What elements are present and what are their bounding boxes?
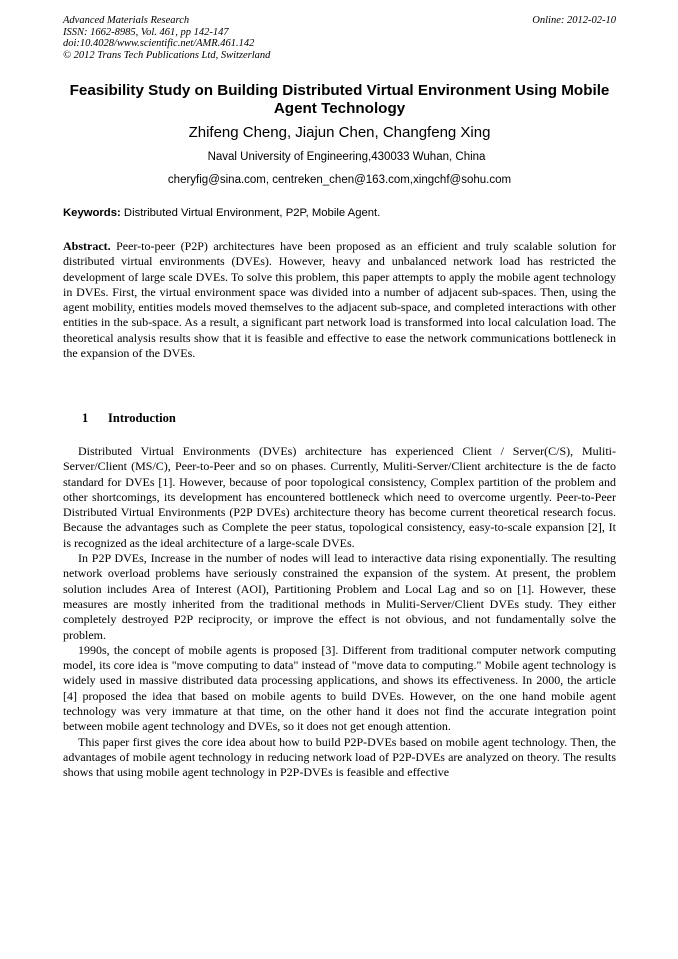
- author-emails: cheryfig@sina.com, centreken_chen@163.com,xingchf@sohu.com: [167, 174, 512, 186]
- paragraph: In P2P DVEs, Increase in the number of nodes will lead to interactive data rising exponentially. The resulting network overload problems have seriously constrained the expansion of the system. At present, the problem solution includes Area of Interest (AOI), Partitioning Problem and Local Lag and so on [1]. However, these measures are mostly inherited from the traditional methods in Muliti-Server/Client DVEs study. They either completely destroyed P2P reciprocity, or improve the effect is not obvious, and not fundamentally solve the problem.: [63, 551, 616, 642]
- paragraph: 1990s, the concept of mobile agents is proposed [3]. Different from traditional computer network computing model, its core idea is "move computing to data" instead of "move data to computing." Mobile agent technology is widely used in massive distributed data processing applications, and shows its effectiveness. In 2000, the article [4] proposed the idea that based on mobile agents to build DVEs. However, on the one hand mobile agent technology was very immature at that time, on the other hand it does not find the accurate integration point between mobile agent technology and DVEs, so it does not get enough attention.: [63, 642, 616, 734]
- author-affiliation: Naval University of Engineering,430033 Wuhan, China: [207, 151, 486, 163]
- journal-header: [63, 15, 616, 61]
- doi-line: doi:10.4028/www.scientific.net/AMR.461.142: [63, 38, 255, 49]
- section-number: 1: [82, 411, 89, 425]
- section-heading: [82, 411, 176, 426]
- journal-name: Advanced Materials Research: [63, 15, 190, 26]
- keywords-label: Keywords:: [63, 207, 121, 219]
- paper-authors: Zhifeng Cheng, Jiajun Chen, Changfeng Xing: [188, 124, 491, 141]
- paragraph: This paper first gives the core idea about how to build P2P-DVEs based on mobile agent technology. Then, the advantages of mobile agent technology in reducing network load of P2P-DVEs are analyzed on theory. The results shows that using mobile agent technology in P2P-DVEs is feasible and effective: [63, 734, 616, 780]
- keywords-text: Distributed Virtual Environment, P2P, Mobile Agent.: [123, 207, 381, 219]
- abstract: [63, 239, 616, 361]
- abstract-label: Abstract.: [63, 239, 111, 253]
- online-date: Online: 2012-02-10: [532, 15, 616, 26]
- keywords-line: [63, 206, 616, 220]
- abstract-text: Peer-to-peer (P2P) architectures have been proposed as an efficient and truly scalable solution for distributed virtual environments (DVEs). However, heavy and unbalanced network load has restricted the development of large scale DVEs. To solve this problem, this paper attempts to apply the mobile agent technology in DVEs. First, the virtual environment space was divided into a number of adjacent sub-spaces. Then, using the agent mobility, entities models moved themselves to the adjacent sub-space, and completed interactions with other entities in the sub-space. As a result, a significant part network load is transformed into local calculation load. The theoretical analysis results show that it is feasible and effective to ease the network communications bottleneck in the expansion of the DVEs.: [63, 239, 616, 361]
- issn-line: ISSN: 1662-8985, Vol. 461, pp 142-147: [63, 26, 229, 38]
- copyright-line: © 2012 Trans Tech Publications Ltd, Switzerland: [63, 49, 271, 61]
- introduction-body: [63, 444, 616, 781]
- section-title: Introduction: [108, 411, 176, 425]
- paper-title: Feasibility Study on Building Distributed Virtual Environment Using Mobile Agent Technology: [69, 82, 610, 117]
- paragraph: Distributed Virtual Environments (DVEs) architecture has experienced Client / Server(C/S), Muliti-Server/Client (MS/C), Peer-to-Peer and so on phases. Currently, Muliti-Server/Client architecture is the de facto standard for DVEs [1]. However, because of poor topological consistency, Complex partition of the problem and other shortcomings, its development has encountered bottleneck which need to overcome urgently. Peer-to-Peer Distributed Virtual Environments (P2P DVEs) architecture theory has become current theoretical research focus. Because the advantages such as Complete the peer status, topological consistency, easy-to-scale expansion [2], It is recognized as the ideal architecture of a large-scale DVEs.: [63, 444, 616, 550]
